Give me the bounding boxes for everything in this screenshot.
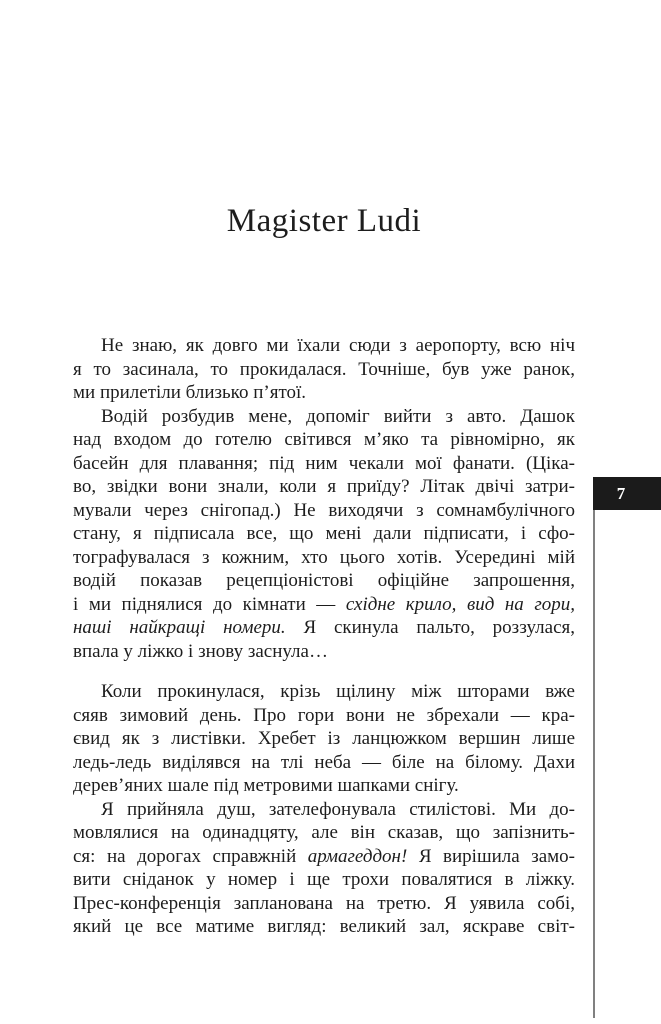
- text-line: мовлялися на одинадцяту, але він сказав, що запізнить-: [73, 822, 575, 843]
- paragraph: [73, 680, 575, 798]
- paragraph: [73, 334, 575, 405]
- text-line: Я прийняла душ, зателефонувала стилістові. Ми до-: [101, 798, 575, 820]
- text-line: Коли прокинулася, крізь щілину між шторами вже: [101, 681, 575, 702]
- text-line: впала у ліжко і знову заснула…: [73, 640, 328, 662]
- text-line: євид як з листівки. Хребет із ланцюжком вершин лише: [73, 728, 575, 749]
- text-line: вити сніданок у номер і ще трохи повалятися в ліжку.: [73, 869, 575, 890]
- text-line: тографувалася з кожним, хто цього хотів. Усередині мій: [73, 546, 575, 568]
- text-line: ледь-ледь виділявся на тлі неба — біле на білому. Дахи: [73, 751, 575, 773]
- text-line: сяяв зимовий день. Про гори вони не збрехали — кра-: [73, 704, 575, 726]
- text-line: ся: на дорогах справжній армагеддон! Я вирішила замо-: [73, 845, 575, 867]
- text-line: мували через снігопад.) Не виходячи з сомнамбулічного: [73, 499, 575, 521]
- paragraph: [73, 798, 575, 939]
- text-line: я то засинала, то прокидалася. Точніше, був уже ранок,: [73, 358, 575, 380]
- text-line: водій показав рецепціоністові офіційне запрошення,: [73, 570, 575, 591]
- text-line: басейн для плавання; під ним чекали мої фанати. (Ціка-: [73, 452, 575, 474]
- text-line: дерев’яних шале під метровими шапками снігу.: [73, 775, 459, 796]
- text-line: во, звідки вони знали, коли я приїду? Літак двічі затри-: [73, 476, 575, 497]
- paragraph: [73, 405, 575, 664]
- text-line: Не знаю, як довго ми їхали сюди з аеропорту, всю ніч: [101, 335, 575, 356]
- page-body: [73, 334, 575, 939]
- chapter-title: Magister Ludi: [226, 203, 422, 239]
- text-line: Прес-конференція запланована на третю. Я уявила собі,: [73, 892, 575, 914]
- text-line: і ми піднялися до кімнати — східне крило, вид на гори,: [73, 593, 576, 615]
- text-line: ми прилетіли близько п’ятої.: [73, 382, 307, 403]
- text-line: стану, я підписала все, що мені дали підписати, і сфо-: [73, 523, 575, 544]
- text-line: який це все матиме вигляд: великий зал, яскраве світ-: [73, 916, 575, 937]
- text-line: над входом до готелю світився м’яко та рівномірно, як: [73, 429, 575, 450]
- page-number: 7: [616, 483, 626, 503]
- page-edge-rule: [593, 477, 595, 1018]
- page-number-badge: [593, 477, 661, 510]
- text-line: наші найкращі номери. Я скинула пальто, роззулася,: [73, 617, 576, 638]
- text-line: Водій розбудив мене, допоміг вийти з авто. Дашок: [101, 405, 575, 427]
